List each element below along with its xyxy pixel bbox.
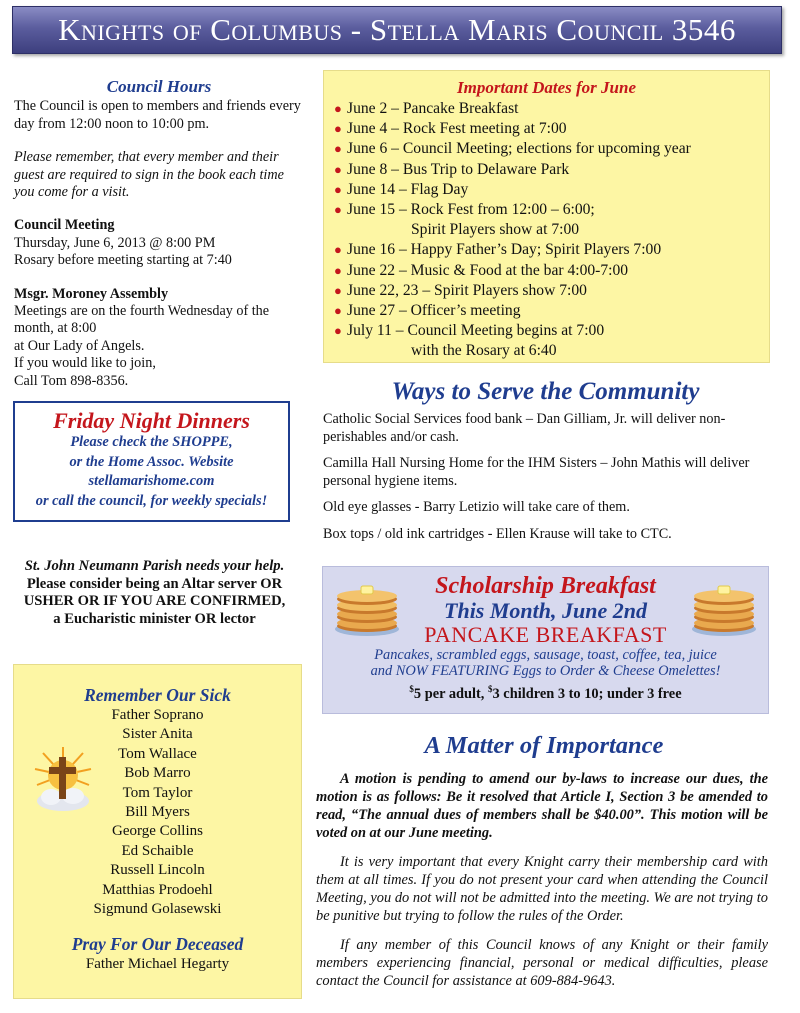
header-title-org: Knights of Columbus [58,12,343,47]
list-item: Tom Wallace [118,745,197,762]
list-item: ● June 14 – Flag Day [334,180,769,200]
council-meeting-heading: Council Meeting [14,217,115,234]
list-item: George Collins [112,823,203,840]
list-item: ● June 15 – Rock Fest from 12:00 – 6:00; [334,200,769,220]
friday-dinners-website: stellamarishome.com [88,473,215,490]
important-dates-box [323,70,770,363]
list-item: Father Michael Hegarty [85,956,230,973]
parish-line-2: Please consider being an Altar server OR [26,575,283,592]
list-item: ● June 4 – Rock Fest meeting at 7:00 [334,119,769,139]
bullet-dot-icon: ● [334,262,342,278]
cross-sunburst-icon [33,745,93,815]
scholarship-breakfast-box [322,566,769,714]
list-item-continuation: Spirit Players show at 7:00 [411,221,580,239]
list-item: ● June 8 – Bus Trip to Delaware Park [334,160,769,180]
list-item: Bob Marro [124,765,191,782]
friday-dinners-line-2: or the Home Assoc. Website [69,453,234,470]
pancake-stack-icon [690,579,758,637]
assembly-line-4: Call Tom 898-8356. [14,372,129,389]
list-item: ● June 22 – Music & Food at the bar 4:00-7:00 [334,261,769,281]
remember-sick-box [13,664,302,999]
list-item: Sigmund Golasewski [93,901,222,918]
sign-in-reminder: Please remember, that every member and their guest are required to sign in the book each time you come for a visit. [14,149,284,201]
important-dates-title: Important Dates for June [457,78,636,97]
list-item: Tom Taylor [122,784,193,801]
remember-sick-title: Remember Our Sick [84,685,231,705]
pray-deceased-title: Pray For Our Deceased [71,934,244,955]
parish-line-4: a Eucharistic minister OR lector [53,610,256,627]
bullet-dot-icon: ● [334,181,342,197]
bullet-dot-icon: ● [334,323,342,339]
scholarship-price: $5 per adult, $3 children 3 to 10; under 3 free [409,683,682,702]
friday-dinners-line-1: Please check the SHOPPE, [70,434,233,450]
parish-line-3: USHER OR IF YOU ARE CONFIRMED, [23,593,286,610]
parish-line-1: St. John Neumann Parish needs your help. [24,558,285,574]
bullet-dot-icon: ● [334,141,342,157]
friday-dinners-title: Friday Night Dinners [53,408,250,433]
header-title-council: Stella Maris Council 3546 [369,12,736,47]
list-item: Catholic Social Services food bank – Dan Gilliam, Jr. will deliver non-perishables and/or cash. [323,411,726,445]
assistance-paragraph: If any member of this Council knows of any Knight or their family members experiencing financial, personal or medical difficulties, please contact the Council for assistance at 609-884-9643. [316,937,768,989]
ways-to-serve-title: Ways to Serve the Community [391,378,700,405]
bullet-dot-icon: ● [334,303,342,319]
scholarship-date: This Month, June 2nd [444,598,647,623]
list-item: ● July 11 – Council Meeting begins at 7:00 [334,321,769,341]
header-title-sep: - [342,12,370,47]
bullet-dot-icon: ● [334,202,342,218]
list-item: Matthias Prodoehl [102,881,213,898]
assembly-line-3: If you would like to join, [14,355,156,372]
council-open-text: The Council is open to members and friends every day from 12:00 noon to 10:00 pm. [14,98,301,132]
list-item: ● June 2 – Pancake Breakfast [334,99,769,119]
assembly-line-2: at Our Lady of Angels. [14,337,145,354]
list-item: Sister Anita [122,726,193,743]
council-meeting-rosary: Rosary before meeting starting at 7:40 [14,252,232,269]
friday-dinners-line-4: or call the council, for weekly specials! [35,492,268,509]
friday-dinners-box [13,401,290,522]
bullet-dot-icon: ● [334,121,342,137]
dues-motion-paragraph: A motion is pending to amend our by-laws to increase our dues, the motion is as follows: Be it resolved that Article I, Section 3 be amended to read, “The annual dues of members shall be $40.00”. This motion will be voted on at our June meeting. [316,771,768,841]
council-hours-section [14,78,304,390]
assembly-heading: Msgr. Moroney Assembly [14,285,169,302]
list-item: ● June 22, 23 – Spirit Players show 7:00 [334,281,769,301]
ways-to-serve-list [323,411,778,553]
council-meeting-date: Thursday, June 6, 2013 @ 8:00 PM [14,234,216,251]
list-item: Father Soprano [111,707,204,723]
scholarship-event: PANCAKE BREAKFAST [424,622,667,647]
list-item: ● June 6 – Council Meeting; elections for upcoming year [334,139,769,159]
bullet-dot-icon: ● [334,282,342,298]
list-item: Russell Lincoln [110,862,205,879]
menu-line-2: and NOW FEATURING Eggs to Order & Cheese Omelettes! [370,663,721,680]
list-item: ● June 27 – Officer’s meeting [334,301,769,321]
bullet-dot-icon: ● [334,101,342,116]
list-item: Ed Schaible [121,842,194,859]
parish-notice [12,558,297,628]
bullet-dot-icon: ● [334,161,342,177]
newsletter-header [12,6,782,54]
assembly-line-1: Meetings are on the fourth Wednesday of the month, at 8:00 [14,303,270,337]
menu-line-1: Pancakes, scrambled eggs, sausage, toast, coffee, tea, juice [374,647,717,663]
list-item-continuation: with the Rosary at 6:40 [411,342,557,360]
deceased-names-list [14,955,301,974]
council-hours-title: Council Hours [106,77,212,96]
scholarship-title: Scholarship Breakfast [435,573,656,599]
importance-body [316,770,768,1001]
list-item: Box tops / old ink cartridges - Ellen Krause will take to CTC. [323,525,672,542]
list-item: Camilla Hall Nursing Home for the IHM Sisters – John Mathis will deliver personal hygiene items. [323,455,750,489]
important-dates-list [334,99,769,362]
pancake-stack-icon [333,579,401,637]
membership-card-paragraph: It is very important that every Knight carry their membership card with them at all times. If you do not present your card when attending the Council Meeting, you do not will not be admitted into the meeting. We are not trying to be punitive but trying to follow the rules of the Order. [316,854,768,924]
list-item: ● June 16 – Happy Father’s Day; Spirit Players 7:00 [334,240,769,260]
list-item: Old eye glasses - Barry Letizio will take care of them. [323,499,630,516]
list-item: Bill Myers [125,804,190,821]
importance-title: A Matter of Importance [424,732,664,759]
bullet-dot-icon: ● [334,242,342,258]
